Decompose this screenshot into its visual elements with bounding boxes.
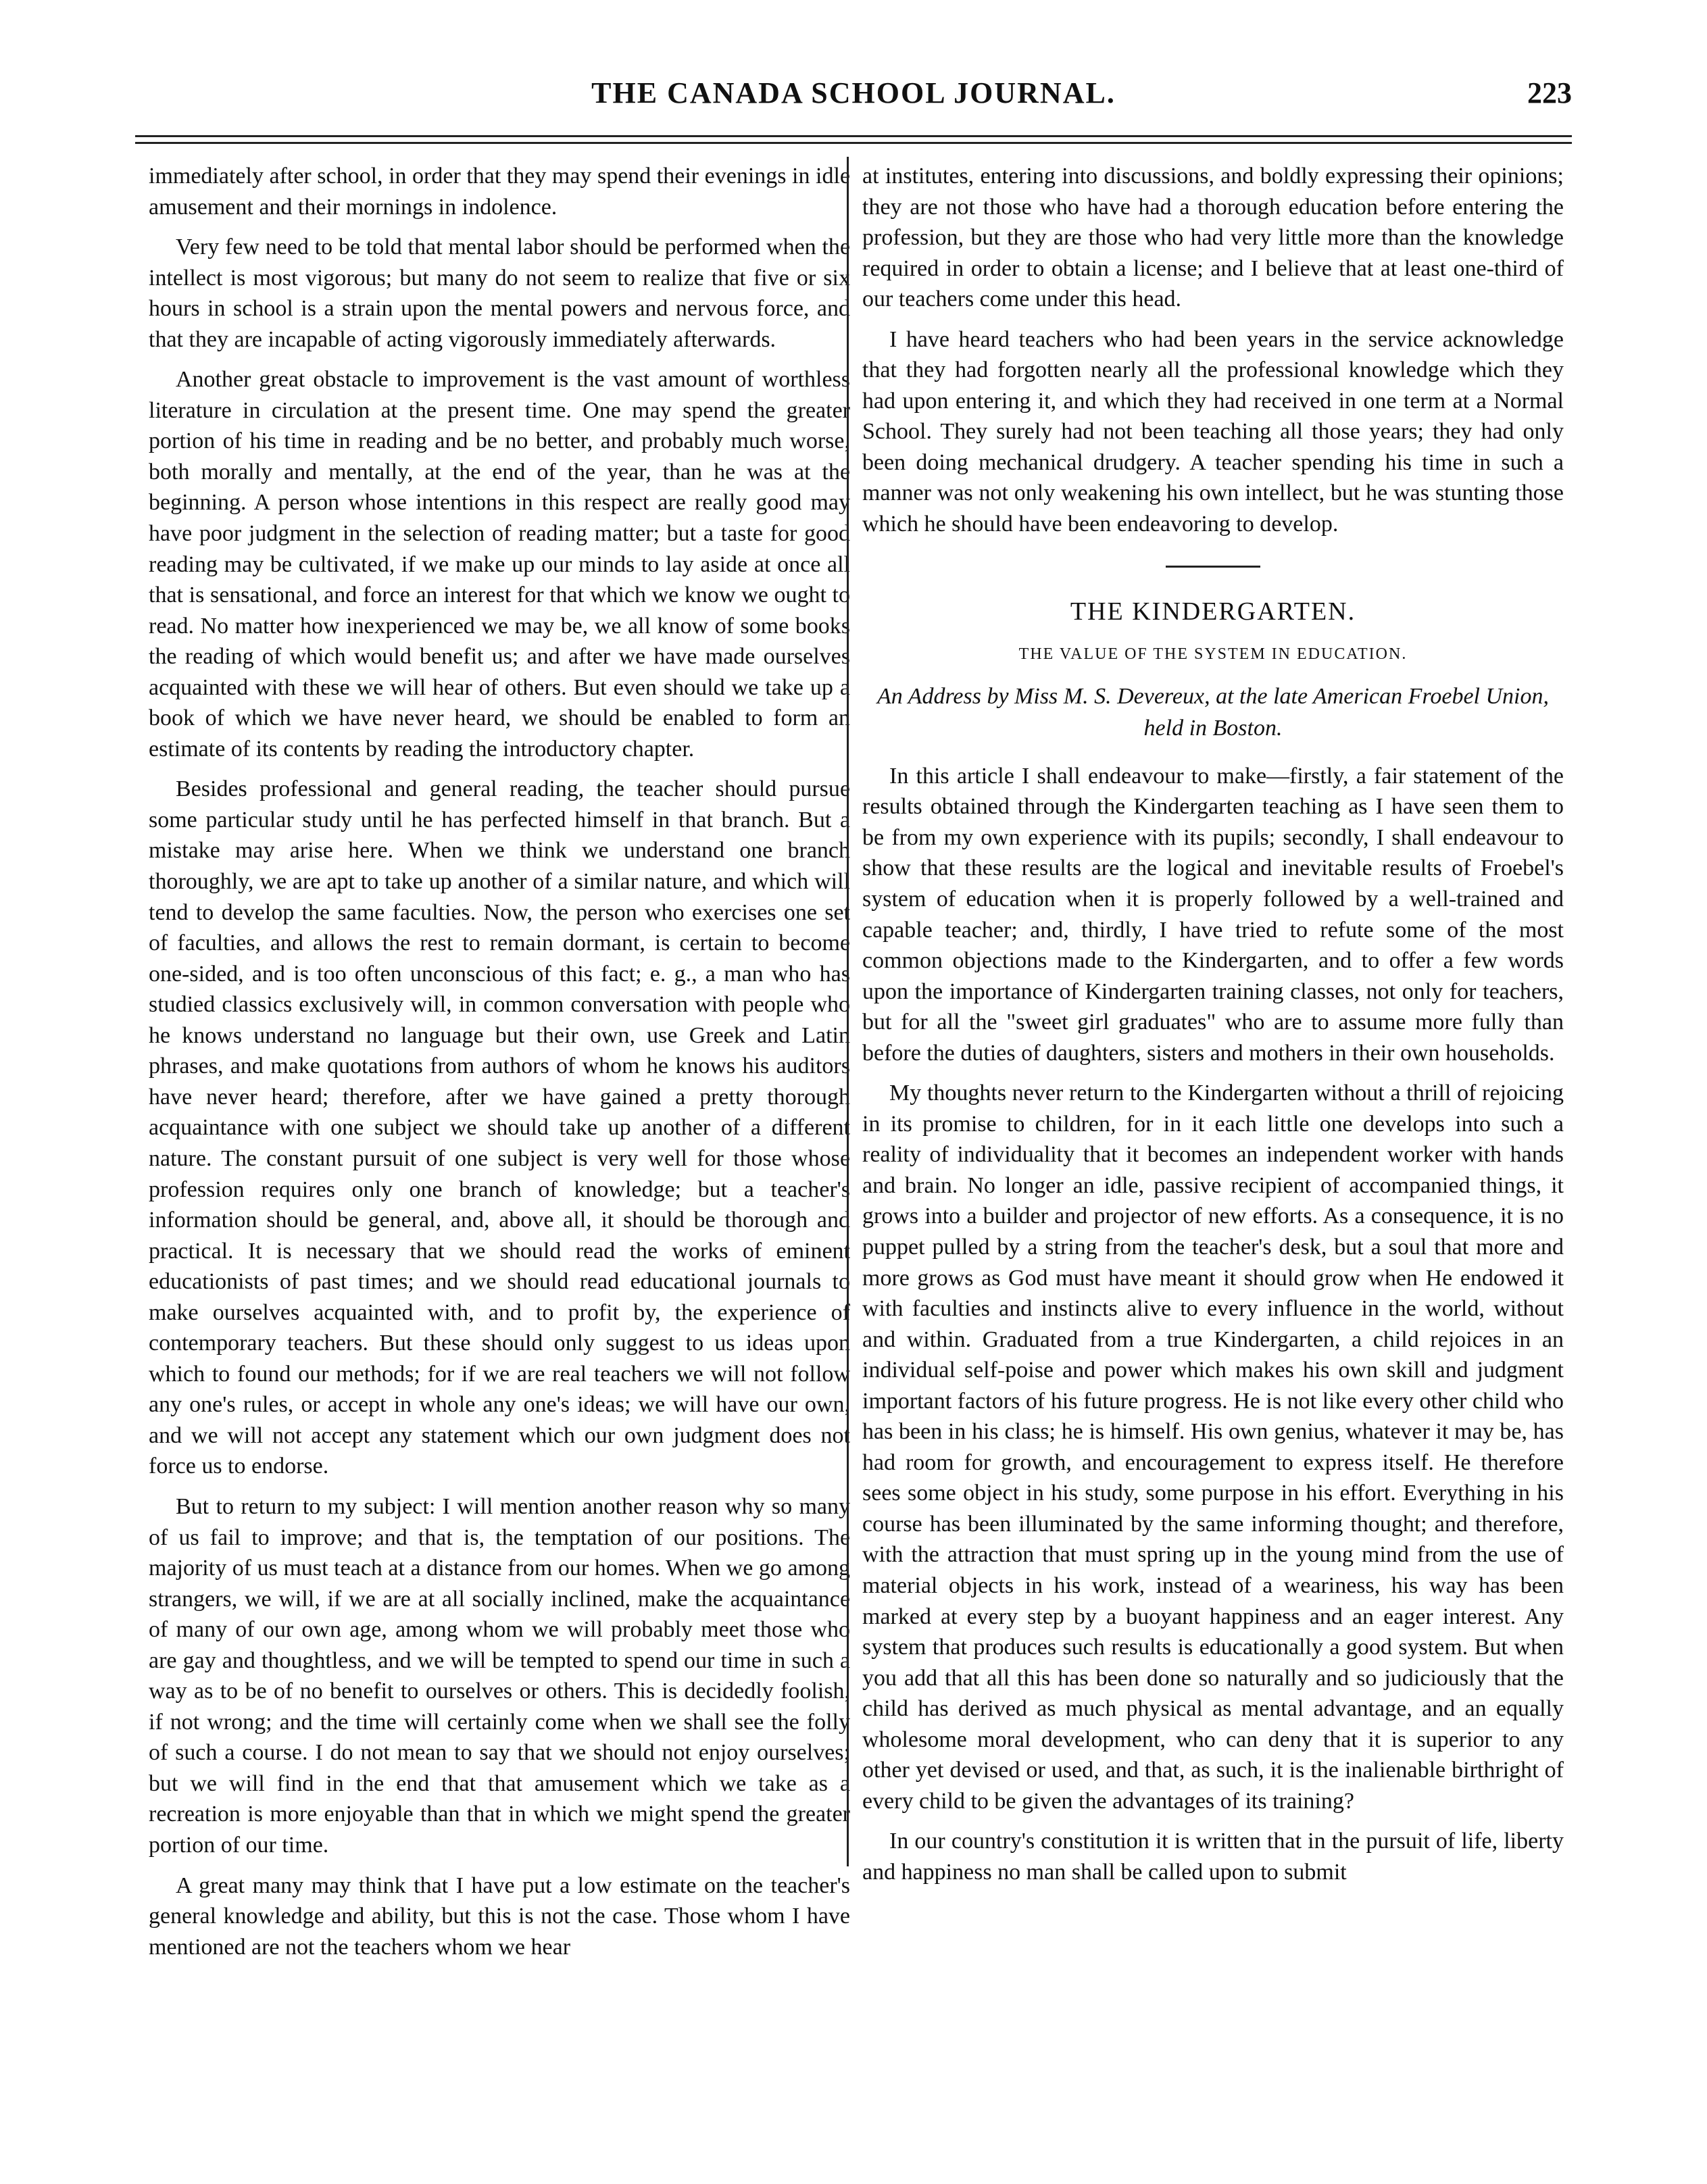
paragraph: immediately after school, in order that they may spend their evenings in idle amusement and their mornings in indolence. [149,164,850,220]
paragraph: In this article I shall endeavour to make—firstly, a fair statement of the results obtained through the Kindergarten teaching as I have seen them to be from my own experience with its pupils; secondly, I shall endeavour to show that these results are the logical and inevitable results of Froebel's system of education when it is properly followed by a well-trained and capable teacher; and, thirdly, I have tried to refute some of the most common objections made to the Kindergarten, and to offer a few words upon the importance of Kindergarten training classes, not only for teachers, but for all the "sweet girl graduates" who are to assume more fully than before the duties of daughters, sisters and mothers in their own households. [862,763,1564,1066]
header-rule-bottom [135,142,1572,144]
paragraph: But to return to my subject: I will mention another reason why so many of us fail to improve; and that is, the temptation of our positions. The majority of us must teach at a distance from our homes. When we go among strangers, we will, if we are at all socially inclined, make the acquaintance of many of our own age, among whom we will probably meet those who are gay and thoughtless, and we will be tempted to spend our time in such a way as to be of no benefit to ourselves or others. This is decidedly foolish, if not wrong; and the time will certainly come when we shall see the folly of such a course. I do not mean to say that we should not enjoy ourselves; but we will find in the end that that amusement which we take as a recreation is more enjoyable than that in which we might spend the greater portion of our time. [149,1493,850,1858]
paragraph: Another great obstacle to improvement is the vast amount of worthless literature in circulation at the present time. One may spend the greater portion of his time in reading and be no better, and probably much worse, both morally and mentally, at the end of the year, than he was at the beginning. A person whose intentions in this respect are really good may have poor judgment in the selection of reading matter; but a taste for good reading may be cultivated, if we make up our minds to lay aside at once all that is sensational, and force an interest for that which we know we ought to read. No matter how inexperienced we may be, we all know of some books the reading of which would benefit us; and after we have made ourselves acquainted with these we will hear of others. But even should we take up a book of which we have never heard, we should be enabled to form an estimate of its contents by reading the introductory chapter. [149,367,850,762]
article-byline: An Address by Miss M. S. Devereux, at the late American Froebel Union, held in Boston. [877,683,1549,741]
paragraph: Besides professional and general reading, the teacher should pursue some particular study until he has perfected himself in that branch. But a mistake may arise here. When we think we understand one branch thoroughly, we are apt to take up another of a similar nature, and which will tend to develop the same faculties. Now, the person who exercises one set of faculties, and allows the rest to remain dormant, is certain to become one-sided, and is too often unconscious of this fact; e. g., a man who has studied classics exclusively will, in common conversation with people who he knows understand no language but their own, use Greek and Latin phrases, and make quotations from authors of whom he knows his auditors have never heard; therefore, after we have gained a pretty thorough acquaintance with one subject we should take up another of a different nature. The constant pursuit of one subject is very well for those whose profession requires only one branch of knowledge; but a teacher's information should be general, and, above all, it should be thorough and practical. It is necessary that we should read the works of eminent educationists of past times; and we should read educational journals to make ourselves acquainted with, and to profit by, the experience of contemporary teachers. But these should only suggest to us ideas upon which to found our methods; for if we are real teachers we will not follow any one's rules, or accept in whole any one's ideas; we will have our own, and we will not accept any statement which our own judgment does not force us to endorse. [149,776,850,1479]
page-header [135,76,1572,123]
header-rule-top [135,135,1572,137]
left-column [149,161,850,1972]
column-divider [847,157,849,1866]
paragraph: My thoughts never return to the Kindergarten without a thrill of rejoicing in its promise to children, for in it each little one develops into such a reality of individuality that it becomes an independent worker with hands and brain. No longer an idle, passive recipient of accompanied things, it grows into a builder and projector of new efforts. As a consequence, it is no puppet pulled by a string from the teacher's desk, but a soul that more and more grows as God must have meant it should grow when He endowed it with faculties and instincts alive to every influence in the world, without and within. Graduated from a true Kindergarten, a child rejoices in an individual self-poise and power which makes his own skill and judgment important factors of his future progress. He is not like every other child who has been in his class; he is himself. His own genius, whatever it may be, has had room for growth, and encouragement to express itself. He therefore sees some object in his study, some purpose in his effort. Everything in his course has been illuminated by the same informing thought; and therefore, with the attraction that must spring up in the young mind from the use of material objects in his work, instead of a weariness, his way has been marked at every step by a buoyant happiness and an eager interest. Any system that produces such results is educationally a good system. But when you add that all this has been done so naturally and so judiciously that the child has derived as much physical as mental advantage, and an equally wholesome moral development, who can deny that it is superior to any other yet devised or used, and that, as such, it is the inalienable birthright of every child to be given the advantages of its training? [862,1081,1564,1814]
page-number: 223 [1527,76,1572,109]
paragraph: I have heard teachers who had been years in the service acknowledge that they had forgotten nearly all the professional knowledge which they had upon entering it, and which they had received in one term at a Normal School. They surely had not been teaching all those years; they had only been doing mechanical drudgery. A teacher spending his time in such a manner was not only weakening his own intellect, but he was stunting those which he should have been endeavoring to develop. [862,326,1564,537]
paragraph: at institutes, entering into discussions, and boldly expressing their opinions; they are not those who have had a thorough education before entering the profession, but they are those who had very little more than the knowledge required in order to obtain a license; and I believe that at least one-third of our teachers come under this head. [862,164,1564,312]
journal-title: THE CANADA SCHOOL JOURNAL. [591,76,1116,109]
right-column [862,161,1564,1897]
paragraph: Very few need to be told that mental labor should be performed when the intellect is most vigorous; but many do not seem to realize that five or six hours in school is a strain upon the mental powers and nervous force, and that they are incapable of acting vigorously immediately afterwards. [149,234,850,352]
article-subtitle: THE VALUE OF THE SYSTEM IN EDUCATION. [1018,645,1408,664]
paragraph: In our country's constitution it is written that in the pursuit of life, liberty and happiness no man shall be called upon to submit [862,1829,1564,1885]
paragraph: A great many may think that I have put a low estimate on the teacher's general knowledge and ability, but this is not the case. Those whom I have mentioned are not the teachers whom we hear [149,1872,850,1960]
article-title: THE KINDERGARTEN. [1070,597,1356,626]
section-separator [1166,566,1260,568]
